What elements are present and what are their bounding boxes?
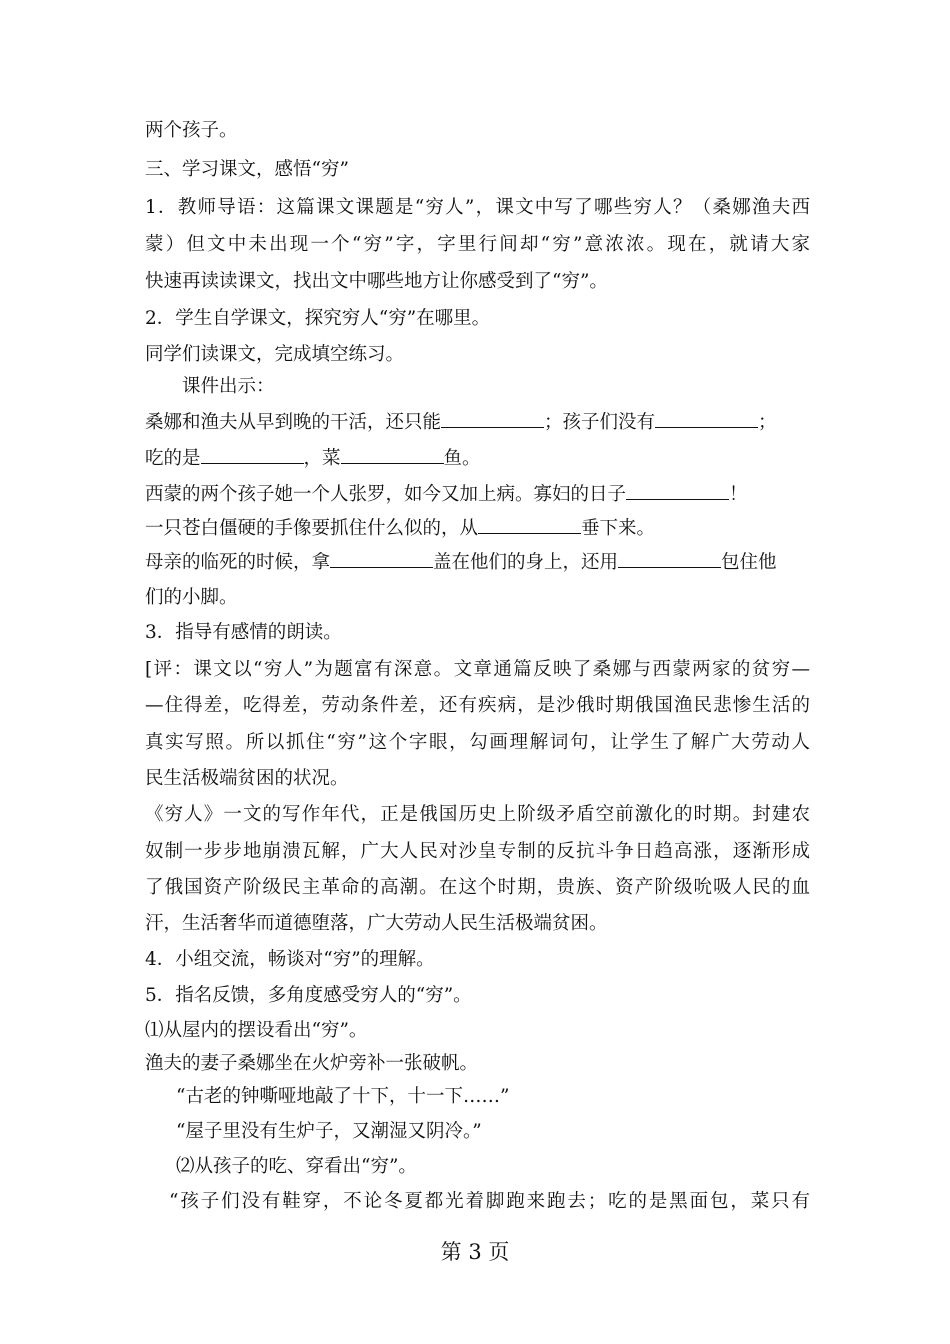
text-segment: ； <box>758 412 777 433</box>
quote-line: “孩子们没有鞋穿，不论冬夏都光着脚跑来跑去；吃的是黑面包，菜只有 <box>169 1191 810 1212</box>
text-segment: ；孩子们没有 <box>544 412 656 433</box>
comment-line: 真实写照。所以抓住“穷”这个字眼，勾画理解词句，让学生了解广大劳动人 <box>145 732 810 753</box>
text-segment: 桑娜和渔夫从早到晚的干活，还只能 <box>145 412 442 433</box>
text-line: ⑵从孩子的吃、穿看出“穷”。 <box>176 1156 417 1177</box>
courseware-label: 课件出示： <box>182 376 275 397</box>
fill-blank-line <box>145 549 810 575</box>
text-line: 《穷人》一文的写作年代，正是俄国历史上阶级矛盾空前激化的时期。封建农 <box>145 804 810 825</box>
text-segment: 吃的是 <box>145 448 201 469</box>
text-line: ⑴从屋内的摆设看出“穷”。 <box>145 1020 368 1041</box>
blank-field <box>626 481 729 500</box>
fill-blank-line <box>145 481 810 507</box>
comment-line: —住得差，吃得差，劳动条件差，还有疾病，是沙俄时期俄国渔民悲惨生活的 <box>145 695 810 716</box>
section-heading: 三、学习课文，感悟“穷” <box>145 159 349 180</box>
text-segment: 母亲的临死的时候，拿 <box>145 552 331 573</box>
text-segment: 包住他 <box>721 552 777 573</box>
text-line: 渔夫的妻子桑娜坐在火炉旁补一张破帆。 <box>145 1053 479 1074</box>
text-line: 5．指名反馈，多角度感受穷人的“穷”。 <box>145 985 472 1006</box>
fill-blank-line <box>145 515 810 541</box>
text-line: 蒙）但文中未出现一个“穷”字，字里行间却“穷”意浓浓。现在，就请大家 <box>145 234 810 255</box>
text-line: 汗，生活奢华而道德堕落，广大劳动人民生活极端贫困。 <box>145 913 608 934</box>
text-line: 4．小组交流，畅谈对“穷”的理解。 <box>145 949 435 970</box>
fill-blank-line <box>145 409 810 435</box>
comment-line: 民生活极端贫困的状况。 <box>145 768 349 789</box>
comment-line: [评：课文以“穷人”为题富有深意。文章通篇反映了桑娜与西蒙两家的贫穷— <box>145 659 810 680</box>
blank-field <box>330 549 433 568</box>
text-line: 了俄国资产阶级民主革命的高潮。在这个时期，贵族、资产阶级吮吸人民的血 <box>145 877 810 898</box>
text-line: 2．学生自学课文，探究穷人“穷”在哪里。 <box>145 308 491 329</box>
blank-field <box>655 409 758 428</box>
blank-field <box>478 515 581 534</box>
page-number: 第 3 页 <box>440 1240 510 1264</box>
text-line: 同学们读课文，完成填空练习。 <box>145 344 405 365</box>
text-segment: 盖在他们的身上，还用 <box>433 552 619 573</box>
text-segment: 鱼。 <box>443 448 481 469</box>
blank-field <box>441 409 544 428</box>
text-segment: 垂下来。 <box>581 518 656 539</box>
text-line: 1．教师导语：这篇课文课题是“穷人”，课文中写了哪些穷人？（桑娜渔夫西 <box>145 197 810 218</box>
blank-field <box>618 549 721 568</box>
text-line: 奴制一步步地崩溃瓦解，广大人民对沙皇专制的反抗斗争日趋高涨，逐渐形成 <box>145 841 810 862</box>
text-line: 快速再读读课文，找出文中哪些地方让你感受到了“穷”。 <box>145 271 608 292</box>
text-line: 们的小脚。 <box>145 587 238 608</box>
text-segment: 西蒙的两个孩子她一个人张罗，如今又加上病。寡妇的日子 <box>145 484 627 505</box>
text-line: 3．指导有感情的朗读。 <box>145 622 342 643</box>
fill-blank-line <box>145 445 810 471</box>
blank-field <box>341 445 444 464</box>
text-segment: ，菜 <box>303 448 341 469</box>
quote-line: “屋子里没有生炉子，又潮湿又阴冷。” <box>176 1121 482 1142</box>
quote-line: “古老的钟嘶哑地敲了十下，十一下……” <box>176 1086 510 1107</box>
text-segment: ！ <box>729 484 748 505</box>
blank-field <box>201 445 304 464</box>
text-segment: 一只苍白僵硬的手像要抓住什么似的，从 <box>145 518 479 539</box>
text-line: 两个孩子。 <box>145 120 238 141</box>
